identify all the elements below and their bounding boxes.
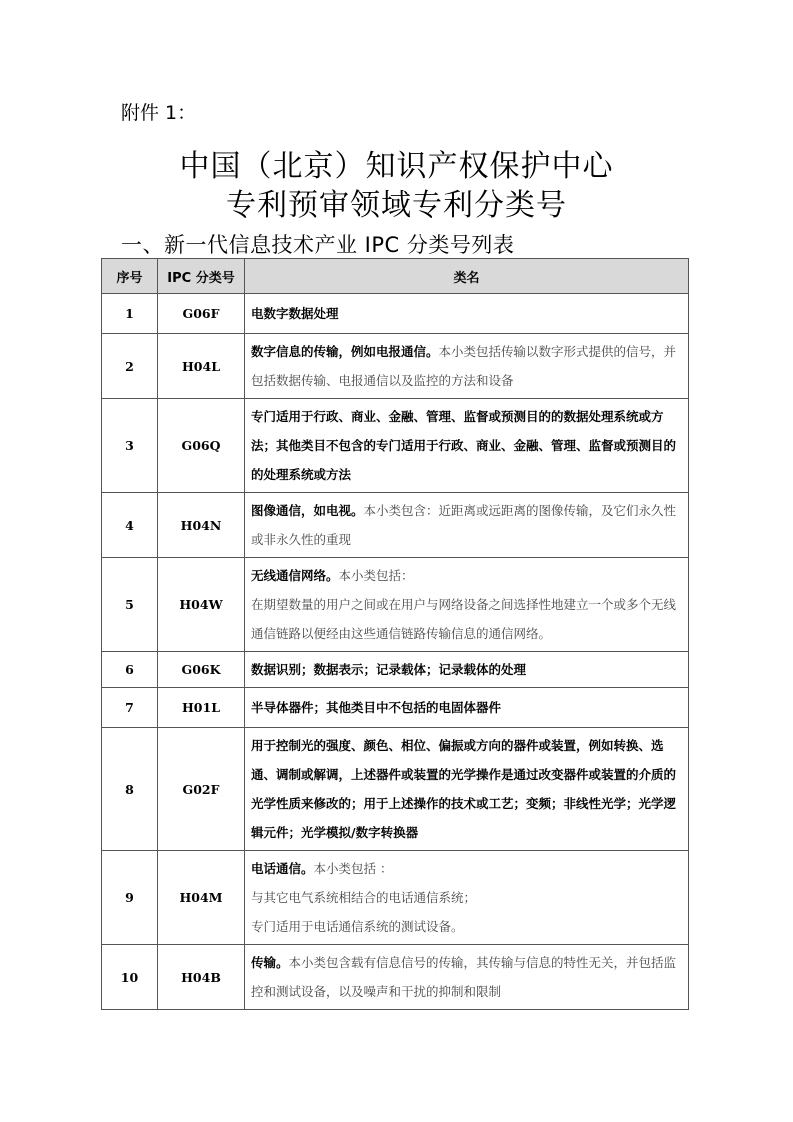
attachment-label: 附件 1： bbox=[121, 102, 197, 124]
class-name-description: 本小类包含：近距离或远距离的图像传输，及它们永久性或非永久性的重现 bbox=[251, 503, 677, 547]
class-name-detail: 在期望数量的用户之间或在用户与网络设备之间选择性地建立一个或多个无线通信链路以便经由这些通信链路传输信息的通信网络。 bbox=[251, 597, 677, 641]
row-ipc-code: H04L bbox=[158, 334, 245, 399]
column-header-class-name: 类名 bbox=[245, 259, 689, 294]
row-ipc-code: H04M bbox=[158, 851, 245, 945]
row-ipc-code: H01L bbox=[158, 688, 245, 728]
class-name-detail-2: 专门适用于电话通信系统的测试设备。 bbox=[251, 919, 464, 934]
section-heading: 一、新一代信息技术产业 IPC 分类号列表 bbox=[121, 233, 515, 257]
row-ipc-code: H04B bbox=[158, 945, 245, 1010]
row-class-name bbox=[245, 728, 689, 851]
class-name-description: 本小类包括： bbox=[338, 568, 414, 583]
class-name-bold: 用于控制光的强度、颜色、相位、偏振或方向的器件或装置，例如转换、选通、调制或解调，上述器件或装置的光学操作是通过改变器件或装置的介质的光学性质来修改的；用于上述操作的技术或工艺；变频；非线性光学；光学逻辑元件；光学模拟/数字转换器 bbox=[251, 738, 677, 840]
row-index: 7 bbox=[102, 688, 158, 728]
row-index: 8 bbox=[102, 728, 158, 851]
page-title-line-2: 专利预审领域专利分类号 bbox=[226, 188, 567, 223]
table-header-row bbox=[102, 259, 689, 294]
row-class-name bbox=[245, 399, 689, 493]
row-class-name bbox=[245, 688, 689, 728]
class-name-description: 本小类包括传输以数字形式提供的信号，并包括数据传输、电报通信以及监控的方法和设备 bbox=[251, 344, 677, 388]
class-name-bold: 传输。 bbox=[251, 955, 289, 970]
class-name-bold: 电数字数据处理 bbox=[251, 306, 339, 321]
table-row bbox=[102, 294, 689, 334]
row-index: 2 bbox=[102, 334, 158, 399]
row-ipc-code: G02F bbox=[158, 728, 245, 851]
page-title-line-1: 中国（北京）知识产权保护中心 bbox=[179, 149, 614, 184]
row-class-name bbox=[245, 851, 689, 945]
table-row bbox=[102, 688, 689, 728]
table-row bbox=[102, 728, 689, 851]
table-row bbox=[102, 493, 689, 558]
class-name-bold: 专门适用于行政、商业、金融、管理、监督或预测目的的数据处理系统或方法；其他类目不包含的专门适用于行政、商业、金融、管理、监督或预测目的的处理系统或方法 bbox=[251, 409, 677, 482]
table-row bbox=[102, 558, 689, 652]
table-row bbox=[102, 652, 689, 688]
class-name-description: 本小类包含载有信息信号的传输，其传输与信息的特性无关，并包括监控和测试设备，以及噪声和干扰的抑制和限制 bbox=[251, 955, 677, 999]
row-index: 3 bbox=[102, 399, 158, 493]
row-class-name bbox=[245, 558, 689, 652]
row-class-name bbox=[245, 334, 689, 399]
row-index: 4 bbox=[102, 493, 158, 558]
class-name-bold: 电话通信。 bbox=[251, 861, 314, 876]
row-index: 1 bbox=[102, 294, 158, 334]
class-name-bold: 数字信息的传输，例如电报通信。 bbox=[251, 344, 439, 359]
row-index: 6 bbox=[102, 652, 158, 688]
table-row bbox=[102, 945, 689, 1010]
table-row bbox=[102, 851, 689, 945]
row-class-name bbox=[245, 294, 689, 334]
class-name-bold: 数据识别；数据表示；记录载体；记录载体的处理 bbox=[251, 662, 527, 677]
row-ipc-code: G06K bbox=[158, 652, 245, 688]
table-row bbox=[102, 334, 689, 399]
row-class-name bbox=[245, 652, 689, 688]
row-class-name bbox=[245, 945, 689, 1010]
class-name-detail: 与其它电气系统相结合的电话通信系统； bbox=[251, 890, 477, 905]
table-row bbox=[102, 399, 689, 493]
row-ipc-code: H04W bbox=[158, 558, 245, 652]
row-ipc-code: G06F bbox=[158, 294, 245, 334]
ipc-classification-table bbox=[101, 258, 689, 1010]
column-header-index: 序号 bbox=[102, 259, 158, 294]
row-class-name bbox=[245, 493, 689, 558]
row-index: 10 bbox=[102, 945, 158, 1010]
column-header-ipc-code: IPC 分类号 bbox=[158, 259, 245, 294]
class-name-bold: 无线通信网络。 bbox=[251, 568, 339, 583]
class-name-bold: 半导体器件；其他类目中不包括的电固体器件 bbox=[251, 700, 502, 715]
class-name-bold: 图像通信，如电视。 bbox=[251, 503, 364, 518]
row-index: 9 bbox=[102, 851, 158, 945]
class-name-description: 本小类包括 ： bbox=[313, 861, 393, 876]
row-ipc-code: G06Q bbox=[158, 399, 245, 493]
row-ipc-code: H04N bbox=[158, 493, 245, 558]
row-index: 5 bbox=[102, 558, 158, 652]
